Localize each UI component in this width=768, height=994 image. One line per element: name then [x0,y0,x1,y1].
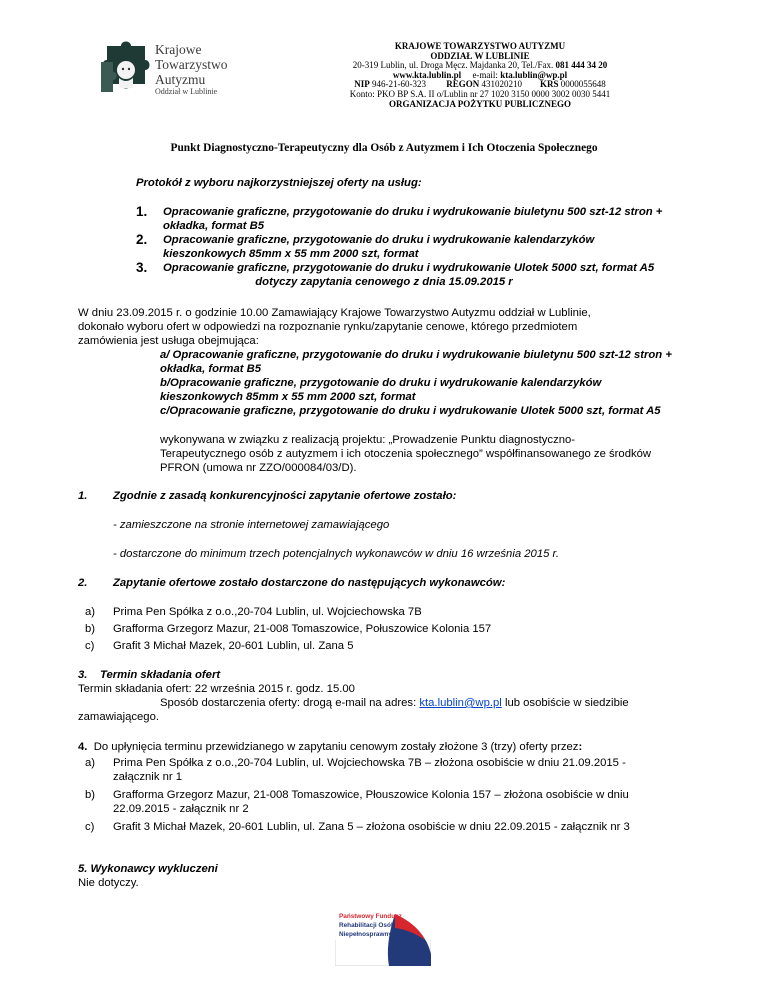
intro-line: zamówienia jest usługa obejmująca: [78,335,259,347]
section-1-item: - zamieszczone na stronie internetowej zamawiającego [113,519,390,531]
service-number: 2. [136,232,148,247]
service-line: Opracowanie graficzne, przygotowanie do druku i wydrukowanie kalendarzyków [163,234,595,246]
contractor-text: Grafit 3 Michał Mazek, 20-601 Lublin, ul. Zana 5 [113,640,354,652]
section-5-heading: 5. Wykonawcy wykluczeni [78,863,218,875]
list-item [78,622,728,639]
section-1-heading: Zgodnie z zasadą konkurencyjności zapytanie ofertowe zostało: [113,490,457,502]
email-label: e-mail: [472,69,498,80]
services-list [136,205,696,275]
project-line: wykonywana w związku z realizacją projektu: „Prowadzenie Punktu diagnostyczno- [160,434,576,446]
delivery-text-post: lub osobiście w siedzibie [504,697,629,709]
regon-label: REGON [446,79,480,90]
service-line: Opracowanie graficzne, przygotowanie do druku i wydrukowanie Ulotek 5000 szt, format A5 [163,262,655,274]
email-link[interactable]: kta.lublin@wp.pl [419,697,502,709]
opp-label: ORGANIZACJA POŻYTKU PUBLICZNEGO [388,98,572,109]
item-letter: b) [85,623,96,635]
offer-line: Grafit 3 Michał Mazek, 20-601 Lublin, ul. Zana 5 – złożona osobiście w dniu 22.09.2015 - załącznik nr 3 [113,821,630,833]
offer-line: Prima Pen Spółka z o.o.,20-704 Lublin, ul. Wojciechowska 7B – złożona osobiście w dniu 21.09.2015 - [113,757,626,769]
pfron-logo [335,900,431,966]
delivery-text: Sposób dostarczenia oferty: drogą e-mail na adres: [160,697,417,709]
pfron-line-3: Niepełnosprawnych [339,931,400,938]
list-item [78,639,728,656]
item-letter: c) [85,821,95,833]
section-4-colon: : [578,741,583,753]
section-4-heading: Do upłynięcia terminu przewidzianego w zapytaniu cenowym zostały złożone 3 (trzy) oferty przez [93,741,579,753]
website: www.kta.lublin.pl [392,69,462,80]
item-letter: c) [85,640,95,652]
list-item [78,788,738,816]
pfron-line-2: Rehabilitacji Osób [339,922,395,929]
offer-line: Grafforma Grzegorz Mazur, 21-008 Tomaszowice, Płouszowice Kolonia 157 – złożona osobiście w dniu [113,789,629,801]
branch-name: ODDZIAŁ W LUBLINIE [430,50,530,61]
list-item [136,261,696,275]
project-line: PFRON (umowa nr ZZO/000084/03/D). [160,462,357,474]
bank-account: Konto: PKO BP S.A. II o/Lublin nr 27 1020 3150 0000 3002 0030 5441 [349,88,611,99]
offer-line: załącznik nr 1 [113,771,183,783]
section-4-title [78,740,738,754]
project-line: Terapeutycznego osób z autyzmem i ich otoczenia społecznego” współfinansowanego ze środków [160,448,652,460]
inquiry-line: dotyczy zapytania cenowego z dnia 15.09.2015 r [255,276,513,288]
scope-line: b/Opracowanie graficzne, przygotowanie do druku i wydrukowanie kalendarzyków [160,377,602,389]
pfron-line-1: Państwowy Fundusz [339,913,402,920]
delivery-line [78,696,728,710]
service-number: 3. [136,260,148,275]
scope-line: okładka, format B5 [160,363,262,375]
section-5-text: Nie dotyczy. [78,877,139,889]
section-1-item: - dostarczone do minimum trzech potencjalnych wykonawców w dniu 16 września 2015 r. [113,548,560,560]
deadline: Termin składania ofert: 22 września 2015 r. godz. 15.00 [78,683,355,695]
list-item [78,820,738,834]
page-title: Punkt Diagnostyczno-Terapeutyczny dla Osób z Autyzmem i Ich Otoczenia Społecznego [170,142,598,154]
list-item [78,756,738,784]
intro-line: dokonało wyboru ofert w odpowiedzi na rozpoznanie rynku/zapytanie cenowe, którego przedmiotem [78,321,578,333]
offer-line: 22.09.2015 - załącznik nr 2 [113,803,249,815]
contractor-text: Prima Pen Spółka z o.o.,20-704 Lublin, ul. Wojciechowska 7B [113,606,422,618]
service-number: 1. [136,204,148,219]
intro-paragraph [78,306,728,348]
item-letter: a) [85,757,96,769]
section-1-number: 1. [78,490,88,502]
section-3-heading: Termin składania ofert [99,669,221,681]
service-line: okładka, format B5 [163,220,265,232]
list-item [78,605,728,622]
section-2-number: 2. [78,577,88,589]
logo-line-4: Oddział w Lublinie [155,87,218,96]
phone: 081 444 34 20 [555,60,608,71]
scope-line: a/ Opracowanie graficzne, przygotowanie do druku i wydrukowanie biuletynu 500 szt-12 stron + [160,349,672,361]
logo-line-3: Autyzmu [155,72,206,87]
letterhead [300,42,660,109]
nip: 946-21-60-323 [371,79,426,90]
scope-line: c/Opracowanie graficzne, przygotowanie do druku i wydrukowanie Ulotek 5000 szt, format A5 [160,405,661,417]
project-paragraph [160,433,740,475]
protocol-heading: Protokół z wyboru najkorzystniejszej oferty na usług: [136,177,422,189]
section-2-heading: Zapytanie ofertowe zostało dostarczone do następujących wykonawców: [113,577,506,589]
section-5 [78,862,728,890]
scope-list [160,348,740,418]
logo-line-1: Krajowe [155,42,202,57]
krs: 0000055648 [560,79,606,90]
service-line: Opracowanie graficzne, przygotowanie do druku i wydrukowanie biuletynu 500 szt-12 stron + [163,206,663,218]
kta-logo [93,40,233,110]
header-email: kta.lublin@wp.pl [500,69,568,80]
section-3-number: 3. [78,669,88,681]
regon: 431020210 [481,79,522,90]
contractor-text: Grafforma Grzegorz Mazur, 21-008 Tomaszowice, Połuszowice Kolonia 157 [113,623,492,635]
list-item [136,233,696,261]
logo-line-2: Towarzystwo [155,57,228,72]
section-3-title [78,668,728,682]
section-4-number: 4. [78,741,88,753]
krs-label: KRS [540,79,559,90]
list-item [136,205,696,233]
item-letter: a) [85,606,96,618]
delivery-line-2: zamawiającego. [78,711,160,723]
contractors-list [78,605,728,656]
item-letter: b) [85,789,96,801]
section-4 [78,740,738,834]
service-line: kieszonkowych 85mm x 55 mm 2000 szt, format [163,248,419,260]
scope-line: kieszonkowych 85mm x 55 mm 2000 szt, format [160,391,416,403]
nip-label: NIP [354,79,370,90]
address: 20-319 Lublin, ul. Droga Męcz. Majdanka 20, Tel./Fax. [352,60,554,71]
section-3 [78,668,728,724]
intro-line: W dniu 23.09.2015 r. o godzinie 10.00 Zamawiający Krajowe Towarzystwo Autyzmu oddział w Lublinie, [78,307,591,319]
org-name: KRAJOWE TOWARZYSTWO AUTYZMU [394,41,566,51]
